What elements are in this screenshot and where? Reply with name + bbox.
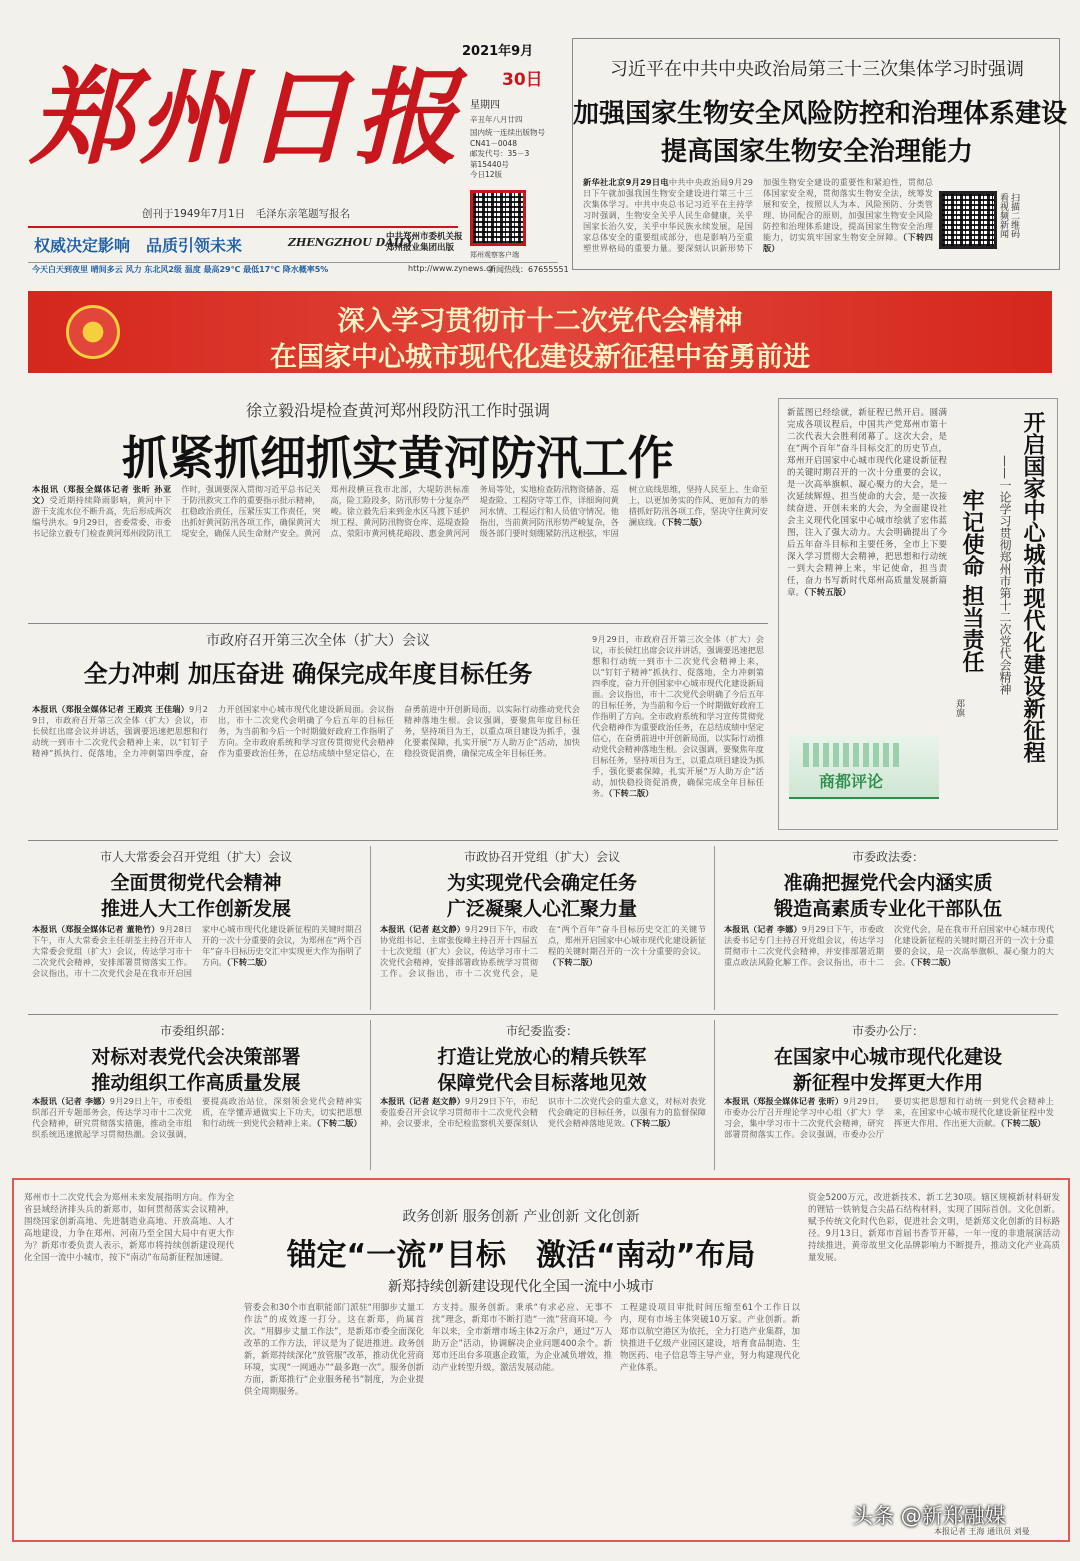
story2-continued[interactable]: （下转二版） <box>661 517 707 527</box>
row-a-1-text: 9月28日下午，市人大常委会主任胡荃主持召开市人大常委会党组（扩大）会议，传达学习市十二次党代会精神，安排部署贯彻落实工作。会议指出，市十二次党代会是在我市开启国家中心城市现代化建设新征程的关键时期召开的一次十分重要的会议，为郑州在“两个百年”奋斗目标历史交汇中实现更大作为指明了方向。 <box>32 924 362 978</box>
row-b-3-continued[interactable]: （下转二版） <box>1000 1118 1046 1128</box>
story-flood-control <box>28 390 768 620</box>
row-a-2-kicker: 市政协召开党组（扩大）会议 <box>463 850 620 864</box>
row-b-1-headline-2: 推动组织工作高质量发展 <box>91 1072 301 1094</box>
feature-col-3-text: 方支持。服务创新。秉承“有求必应、无事不扰”理念，新郑市不断打造“一流”营商环境。今年以来，全市新增市场主体2万余户，通过“万人助万企”活动，协调解决企业问题400余个。新郑市还出台多项惠企政策，为企业减负增效，推动产业转型升级，激活发展动能。 <box>432 1303 612 1373</box>
story3-body-right <box>592 634 764 834</box>
feature-col-2-text: 管委会和30个市直职能部门派驻“用脚步丈量工作法”的成效逐一打分。这在新郑，尚属首次。“用脚步丈量工作法”，是新郑市委全面深化改革的工作方法，评议是为了促进推进。政务创新，新郑持续深化“放管服”改革，推动优化营商环境，实现“一网通办”“最多跑一次”。服务创新方面，新郑推行“企业服务秘书”制度，为企业提供全周期服务。 <box>244 1303 424 1397</box>
top-story-text: 中共中央政治局9月29日下午就加强我国生物安全建设进行第三十三次集体学习。中共中央总书记习近平在主持学习时强调，生物安全关乎人民生命健康，关乎国家长治久安，关乎中华民族永续发展，是国家总体安全的重要组成部分，也是影响乃至重塑世界格局的重要力量。要深刻认识新形势下加强生物安全建设的重要性和紧迫性，贯彻总体国家安全观，贯彻落实生物安全法，统筹发展和安全，按照以人为本、风险预防、分类管理、协同配合的原则，加强国家生物安全风险防控和治理体系建设，提高国家生物安全治理能力，切实筑牢国家生物安全屏障。 <box>583 177 933 253</box>
row-b-2-kicker: 市纪委监委： <box>505 1024 578 1038</box>
feature-byline-end: 本报记者 王海 通讯员 刘曼 <box>934 1527 1030 1536</box>
story3-text: 9月29日，市政府召开第三次全体（扩大）会议，市长侯红出席会议并讲话，强调要迅速把思想和行动统一到市十二次党代会精神上来，以“钉钉子精神”抓执行、促落地，全力冲刺第四季度，奋力开创国家中心城市现代化建设新局面。会议指出，市十二次党代会明确了今后五年的目标任务，为当前和今后一个时期做好政府工作指明了方向。全市政府系统和学习宣传贯彻党代会精神作为重要政治任务，在总结成绩中坚定信心，在奋勇前进中开创新局面，以实际行动推动党代会精神落地生根。会议强调，要聚焦年度目标任务，坚持项目为王，以重点项目建设为抓手，强化要素保障，扎实开展“万人助万企”活动，加快稳投资促消费，确保完成全年目标任务。 <box>32 704 580 758</box>
top-story-qr-code <box>939 191 997 249</box>
news-hotline: 新闻热线：67655551 <box>488 265 569 274</box>
commentary-title-1: 开启国家中心城市现代化建设新征程 <box>1020 411 1045 763</box>
row-a-2-continued[interactable]: （下转二版） <box>548 957 598 967</box>
banner-line-1: 深入学习贯彻市十二次党代会精神 <box>337 306 743 337</box>
story3-continued[interactable]: （下转二版） <box>608 788 654 798</box>
row-a-2-body <box>380 924 706 1008</box>
row-a-1-body <box>32 924 362 1008</box>
row-b-story-2 <box>376 1020 708 1170</box>
feature-subhead: 新郑持续创新建设现代化全国一流中小城市 <box>388 1279 654 1295</box>
weather-bar <box>28 262 569 276</box>
row-b-3-text: 9月29日，市委办公厅召开理论学习中心组（扩大）学习会，集中学习市十二次党代会精神，研究部署贯彻落实工作。会议强调，市委办公厅要切实把思想和行动统一到党代会精神上来，在国家中心城市现代化建设新征程中发挥更大作用、作出更大贡献。 <box>724 1096 1054 1139</box>
feature-col-3 <box>432 1302 612 1534</box>
row-b-2-headline-1: 打造让党放心的精兵铁军 <box>437 1046 647 1068</box>
story3-text-cont: 9月29日，市政府召开第三次全体（扩大）会议，市长侯红出席会议并讲话，强调要迅速把思想和行动统一到市十二次党代会精神上来，以“钉钉子精神”抓执行、促落地，全力冲刺第四季度，奋力开创国家中心城市现代化建设新局面。会议指出，市十二次党代会明确了今后五年的目标任务，为当前和今后一个时期做好政府工作指明了方向。全市政府系统和学习宣传贯彻党代会精神作为重要政治任务，在总结成绩中坚定信心，在奋勇前进中开创新局面，以实际行动推动党代会精神落地生根。会议强调，要聚焦年度目标任务，坚持项目为王，以重点项目建设为抓手，强化要素保障，扎实开展“万人助万企”活动，加快稳投资促消费，确保完成全年目标任务。 <box>592 634 764 798</box>
commentary-logo-text: 商都评论 <box>819 772 884 791</box>
lunar-date: 辛丑年八月廿四 <box>470 115 523 124</box>
row-a-3-headline-1: 准确把握党代会内涵实质 <box>783 872 993 894</box>
masthead-qr-caption: 郑州观察客户端 <box>470 251 519 259</box>
feature-box <box>12 1178 1070 1542</box>
newspaper-title: 郑州日报 <box>30 56 463 179</box>
story2-body <box>32 484 768 618</box>
feature-col-4 <box>620 1302 800 1534</box>
row-a-3-continued[interactable]: （下转二版） <box>910 957 956 967</box>
row-b-2-headline-2: 保障党代会目标落地见效 <box>437 1072 647 1094</box>
weather-info: 今天白天到夜里 晴间多云 风力 东北风2级 温度 最高29℃ 最低17℃ 降水概率5% <box>32 265 329 274</box>
story2-kicker: 徐立毅沿堤检查黄河郑州段防汛工作时强调 <box>245 401 550 420</box>
masthead <box>0 0 570 290</box>
row-b-1-continued[interactable]: （下转二版） <box>316 1118 362 1128</box>
row-b-1-byline: 本报讯（记者 李娜） <box>32 1096 110 1106</box>
commentary-author: 郑旗 <box>954 699 964 717</box>
weekday: 星期四 <box>470 100 500 111</box>
story2-text: 受近期持续降雨影响，黄河中下游干支流水位不断升高，先后形成两次编号洪水。9月29日，省委常委、市委书记徐立毅专门检查黄河郑州段防汛工作时，强调要深入贯彻习近平总书记关于防汛救灾工作的重要指示批示精神，扛稳政治责任，压紧压实工作责任，突出抓好黄河防汛各项工作，确保黄河大堤安全，确保人民生命财产安全。黄河郑州段横亘我市北部，大堤防洪标准高，险工险段多，防汛形势十分复杂严峻。徐立毅先后来到金水区马渡下延护坝工程、黄河防汛物资仓库、巡堤查险点、荥阳市黄河桃花峪段、惠金黄河河务局等处，实地检查防汛物资储备、巡堤查险、工程防守等工作，详细询问黄河水情、工程运行和人员值守情况。他指出，当前黄河防汛形势严峻复杂，各级各部门要时刻绷紧防汛这根弦，牢固树立底线思维，坚持人民至上、生命至上，以更加务实的作风、更加有力的举措抓好防汛各项工作，坚决守住黄河安澜底线。 <box>32 484 768 538</box>
slogan: 权威决定影响 品质引领未来 <box>34 236 243 255</box>
masthead-qr-code <box>470 190 526 246</box>
row-a-story-2 <box>376 846 708 1010</box>
row-a-2-byline: 本报讯（记者 赵文静） <box>380 924 465 934</box>
row-b-2-byline: 本报讯（记者 赵文静） <box>380 1096 465 1106</box>
feature-headline: 锚定“一流”目标 激活“南动”布局 <box>286 1238 756 1273</box>
theme-banner <box>28 291 1052 373</box>
top-story-body <box>583 177 933 261</box>
feature-intro <box>24 1192 234 1534</box>
row-a-1-kicker: 市人大常委会召开党组（扩大）会议 <box>99 850 292 864</box>
top-story-headline-2: 提高国家生物安全治理能力 <box>660 137 973 167</box>
commentary-body <box>787 407 947 725</box>
date-year-month: 2021年9月 <box>462 44 534 59</box>
commentary-text: 新蓝图已经绘就，新征程已然开启。圆满完成各项议程后，中国共产党郑州市第十二次代表大会胜利闭幕了。这次大会，是在“两个百年”奋斗目标交汇的历史节点，郑州开启国家中心城市现代化建设新征程的关键时期召开的一次十分重要的会议，是一次高举旗帜、凝心聚力的大会，是一次延续辉煌、担当使命的大会，是一次接续奋进、开创未来的大会，为全面建设社会主义现代化国家中心城市绘就了宏伟蓝图，注入了强大动力。大会明确提出了今后五年奋斗目标和主要任务，全市上下要深入学习贯彻大会精神，把思想和行动统一到大会精神上来，牢记使命，担当责任，奋力书写新时代郑州高质量发展新篇章。 <box>787 408 947 598</box>
skyline-icon <box>803 743 903 767</box>
row-a-2-headline-2: 广泛凝聚人心汇聚力量 <box>446 898 637 920</box>
top-story <box>572 38 1068 270</box>
top-story-headline-1: 加强国家生物安全风险防控和治理体系建设 <box>573 99 1068 129</box>
row-b-story-1 <box>28 1020 364 1170</box>
row-a-1-byline: 本报讯（郑报全媒体记者 董艳竹） <box>32 924 160 934</box>
row-a-3-body <box>724 924 1054 1008</box>
feature-kicker: 政务创新 服务创新 产业创新 文化创新 <box>402 1209 640 1225</box>
row-b-3-headline-2: 新征程中发挥更大作用 <box>792 1072 983 1094</box>
commentary-subtitle: ——一论学习贯彻郑州市第十二次党代会精神 <box>998 455 1012 695</box>
row-b-1-kicker: 市委组织部： <box>159 1024 232 1038</box>
feature-col-5-text: 资金5200万元，改进新技术、新工艺30项。辖区规模新材料研发的锂钴一铁钠复合尖晶石结构材料，实现了国际首创。文化创新。赋予传统文化时代色彩，促进社会文明，是新郑文化创新的目标路径。9月13日，新郑市首届书香节开幕，一年一度的非遗展演活动持续推进，黄帝故里文化品牌影响力不断提升，推动文化产业高质量发展。 <box>808 1193 1060 1263</box>
row-b-3-headline-1: 在国家中心城市现代化建设 <box>773 1046 1002 1068</box>
top-story-kicker: 习近平在中共中央政治局第三十三次集体学习时强调 <box>610 59 1024 80</box>
top-story-qr-caption: 扫描二维码 看视频新闻 <box>998 193 1019 238</box>
english-name: ZHENGZHOU DAILY <box>288 236 414 249</box>
feature-col-4-text: 工程建设项目审批时间压缩至61个工作日以内，现有市场主体突破10万家。产业创新。新郑市以航空港区为依托，全力打造产业集群，加快推进千亿级产业园区建设，培育食品制造、生物医药、电子信息等主导产业，努力构建现代化产业体系。 <box>620 1303 800 1373</box>
founding-note: 创刊于1949年7月1日 毛泽东亲笔题写报名 <box>142 208 351 220</box>
row-b-3-body <box>724 1096 1054 1168</box>
watermark: 头条 @新郑融媒 <box>852 1504 1006 1528</box>
story3-headline: 全力冲刺 加压奋进 确保完成年度目标任务 <box>83 660 533 688</box>
commentary-logo <box>789 735 939 799</box>
commentary-continued[interactable]: （下转五版） <box>804 588 851 598</box>
row-b-1-headline-1: 对标对表党代会决策部署 <box>91 1046 301 1068</box>
row-a-3-text: 9月29日下午，市委政法委书记专门主持召开党组会议，传达学习贯彻市十二次党代会精神，并安排部署近期重点政法风险化解工作。会议指出，市十二次党代会，是在我市开启国家中心城市现代化建设新征程的关键时期召开的一次十分重要的会议，是一次高举旗帜、凝心聚力的大会。 <box>724 924 1054 967</box>
row-b-3-byline: 本报讯（郑报全媒体记者 张昕） <box>724 1096 844 1106</box>
story2-byline: 本报讯（郑报全媒体记者 张昕 孙亚文） <box>32 484 172 505</box>
story3-body-left <box>32 704 580 834</box>
row-b-2-text: 9月29日下午，市纪委监委召开会议学习贯彻市十二次党代会精神。会议要求，全市纪检监察机关要深刻认识市十二次党代会的重大意义，对标对表党代会确定的目标任务，以强有力的监督保障党代会精神落地见效。 <box>380 1096 706 1128</box>
row-b-1-text: 9月29日上午，市委组织部召开专题部务会，传达学习市十二次党代会精神，研究贯彻落实措施，推动全市组织系统迅速掀起学习贯彻热潮。会议强调，要提高政治站位，深刻领会党代会精神实质，在学懂弄通做实上下功夫，切实把思想和行动统一到党代会精神上来。 <box>32 1096 362 1139</box>
row-a-story-3 <box>720 846 1056 1010</box>
story3-kicker: 市政府召开第三次全体（扩大）会议 <box>206 633 430 649</box>
feature-intro-text: 郑州市十二次党代会为郑州未来发展指明方向。作为全省县域经济排头兵的新郑市，如何贯彻落实会议精神，围绕国家创新高地、先进制造业高地、开放高地、人才高地建设，力争在郑州、河南乃至全国大局中有更大作为？新郑市委负责人表示，新郑市将持续创新建设现代化全国一流中小城市，按下“南动”布局新征程加速键。 <box>24 1193 234 1263</box>
date-day: 30日 <box>502 70 543 90</box>
row-a-3-kicker: 市委政法委： <box>851 850 924 864</box>
story-city-gov-meeting <box>28 626 768 836</box>
story2-headline: 抓紧抓细抓实黄河防汛工作 <box>122 431 674 485</box>
feature-col-5 <box>808 1192 1060 1522</box>
row-a-1-continued[interactable]: （下转二版） <box>226 957 272 967</box>
story3-byline: 本报讯（郑报全媒体记者 王殿宾 王佳瑞） <box>32 704 189 714</box>
date-block <box>462 40 562 190</box>
row-a-3-byline: 本报讯（记者 李娜） <box>724 924 802 934</box>
row-a-2-text: 9月29日下午，市政协党组书记、主席张俊峰主持召开十四届五十七次党组（扩大）会议，传达学习市十二次党代会精神，安排部署政协系统学习贯彻工作。会议指出，市十二次党代会，是在“两个百年”奋斗目标历史交汇的关键节点，郑州开启国家中心城市现代化建设新征程的关键时期召开的一次十分重要的会议。 <box>380 924 706 978</box>
commentary-title-2: 牢记使命 担当责任 <box>959 489 984 673</box>
row-b-story-3 <box>720 1020 1056 1170</box>
row-b-3-kicker: 市委办公厅： <box>851 1024 924 1038</box>
banner-line-2: 在国家中心城市现代化建设新征程中奋勇前进 <box>270 342 810 373</box>
row-a-story-1 <box>28 846 364 1010</box>
feature-col-2 <box>244 1302 424 1534</box>
issue-info: 国内统一连续出版物号 CN41－0048 邮发代号：35－3 第15440号 今日12版 <box>470 128 545 179</box>
row-b-2-body <box>380 1096 706 1168</box>
commentary-box <box>778 398 1058 830</box>
row-a-3-headline-2: 锻造高素质专业化干部队伍 <box>773 898 1002 920</box>
row-b-2-continued[interactable]: （下转二版） <box>629 1118 675 1128</box>
website: http://www.zynews.cn <box>408 264 496 273</box>
row-a-1-headline-2: 推进人大工作创新发展 <box>100 898 291 920</box>
row-b-1-body <box>32 1096 362 1168</box>
top-story-byline: 新华社北京9月29日电 <box>583 177 669 187</box>
publisher: 中共郑州市委机关报 郑州报业集团出版 <box>386 232 463 253</box>
row-a-1-headline-1: 全面贯彻党代会精神 <box>110 872 282 894</box>
row-a-2-headline-1: 为实现党代会确定任务 <box>446 872 637 894</box>
top-story-continued[interactable]: （下转四版） <box>763 232 933 253</box>
